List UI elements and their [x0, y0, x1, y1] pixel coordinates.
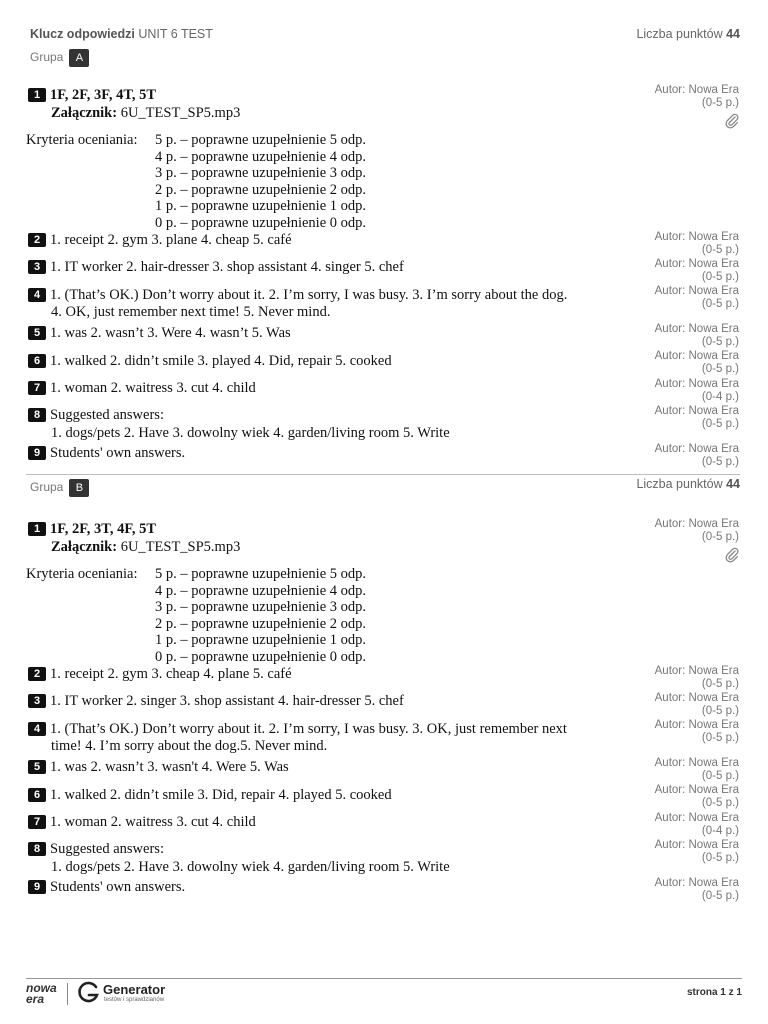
- group-b-badge: B: [69, 479, 89, 497]
- author-a3: Autor: Nowa Era (0-5 p.): [654, 258, 739, 283]
- author-a9: Autor: Nowa Era (0-5 p.): [654, 443, 739, 468]
- task-b7: 7 1. woman 2. waitress 3. cut 4. child: [28, 814, 633, 831]
- attachment-file[interactable]: 6U_TEST_SP5.mp3: [120, 105, 241, 121]
- logo-separator: [67, 983, 68, 1005]
- task-b2: 2 1. receipt 2. gym 3. cheap 4. plane 5. café: [28, 666, 633, 683]
- paperclip-icon[interactable]: [655, 113, 739, 131]
- task-a1: 1 1F, 2F, 3F, 4T, 5T Załącznik: 6U_TEST_SP5.mp3: [28, 87, 633, 122]
- criteria-item: 5 p. – poprawne uzupełnienie 5 odp.: [155, 132, 367, 148]
- task-number: 1: [28, 88, 46, 102]
- paperclip-icon[interactable]: [655, 547, 739, 565]
- criteria-item: 3 p. – poprawne uzupełnienie 3 odp.: [155, 165, 367, 181]
- group-a-label: Grupa A: [30, 49, 89, 67]
- nowa-era-logo: nowa era: [26, 981, 57, 1006]
- author-b1: Autor: Nowa Era (0-5 p.): [655, 518, 739, 565]
- criteria-item: 5 p. – poprawne uzupełnienie 5 odp.: [155, 566, 367, 582]
- criteria-item: 2 p. – poprawne uzupełnienie 2 odp.: [155, 615, 367, 632]
- group-divider: [26, 474, 740, 475]
- criteria-item: 2 p. – poprawne uzupełnienie 2 odp.: [155, 181, 367, 198]
- doc-title: Klucz odpowiedzi UNIT 6 TEST: [30, 27, 213, 41]
- task-a4: 4 1. (That’s OK.) Don’t worry about it. 2. I’m sorry, I was busy. 3. I’m sorry about the dog. 4. OK, just remember next time! 5. Never mind.: [28, 287, 633, 321]
- author-b9: Autor: Nowa Era (0-5 p.): [654, 877, 739, 902]
- footer-divider: [26, 978, 742, 979]
- author-b8: Autor: Nowa Era (0-5 p.): [654, 839, 739, 864]
- task-a8: 8 Suggested answers: 1. dogs/pets 2. Have 3. dowolny wiek 4. garden/living room 5. Write: [28, 407, 633, 442]
- generator-logo-icon: [76, 981, 100, 1010]
- criteria-item: 0 p. – poprawne uzupełnienie 0 odp.: [155, 214, 367, 231]
- task-b3: 3 1. IT worker 2. singer 3. shop assistant 4. hair-dresser 5. chef: [28, 693, 633, 710]
- author-b6: Autor: Nowa Era (0-5 p.): [654, 784, 739, 809]
- author-a7: Autor: Nowa Era (0-4 p.): [654, 378, 739, 403]
- criteria-item: 1 p. – poprawne uzupełnienie 1 odp.: [155, 198, 367, 214]
- page-number: strona 1 z 1: [686, 987, 742, 998]
- criteria-item: 1 p. – poprawne uzupełnienie 1 odp.: [155, 632, 367, 648]
- group-b-points: Liczba punktów 44: [636, 477, 740, 491]
- author-b2: Autor: Nowa Era (0-5 p.): [654, 665, 739, 690]
- criteria-item: 4 p. – poprawne uzupełnienie 4 odp.: [155, 148, 367, 165]
- attachment-file[interactable]: 6U_TEST_SP5.mp3: [120, 539, 241, 555]
- criteria-item: 4 p. – poprawne uzupełnienie 4 odp.: [155, 582, 367, 599]
- author-a6: Autor: Nowa Era (0-5 p.): [654, 350, 739, 375]
- task-b5: 5 1. was 2. wasn’t 3. wasn't 4. Were 5. Was: [28, 759, 633, 776]
- total-points: Liczba punktów 44: [636, 27, 740, 41]
- task-a6: 6 1. walked 2. didn’t smile 3. played 4. Did, repair 5. cooked: [28, 353, 633, 370]
- generator-subtitle: testów i sprawdzianów: [104, 997, 165, 1003]
- document-header: [30, 27, 740, 41]
- group-b-label: Grupa B: [30, 479, 89, 497]
- task-a9: 9 Students' own answers.: [28, 445, 633, 462]
- author-a4: Autor: Nowa Era (0-5 p.): [654, 285, 739, 310]
- author-b3: Autor: Nowa Era (0-5 p.): [654, 692, 739, 717]
- criteria-item: 0 p. – poprawne uzupełnienie 0 odp.: [155, 648, 367, 665]
- group-a-badge: A: [69, 49, 89, 67]
- author-b4: Autor: Nowa Era (0-5 p.): [654, 719, 739, 744]
- task-b8: 8 Suggested answers: 1. dogs/pets 2. Have 3. dowolny wiek 4. garden/living room 5. Write: [28, 841, 633, 876]
- author-a1: Autor: Nowa Era (0-5 p.): [655, 84, 739, 131]
- task-a7: 7 1. woman 2. waitress 3. cut 4. child: [28, 380, 633, 397]
- task-b4: 4 1. (That’s OK.) Don’t worry about it. 2. I’m sorry, I was busy. 3. OK, just remember next time! 4. I’m sorry about the dog.5. Never mind.: [28, 721, 633, 755]
- task-a5: 5 1. was 2. wasn’t 3. Were 4. wasn’t 5. Was: [28, 325, 633, 342]
- task-a2: 2 1. receipt 2. gym 3. plane 4. cheap 5. café: [28, 232, 633, 249]
- task-a3: 3 1. IT worker 2. hair-dresser 3. shop assistant 4. singer 5. chef: [28, 259, 633, 276]
- author-a5: Autor: Nowa Era (0-5 p.): [654, 323, 739, 348]
- generator-title: Generator: [103, 982, 166, 997]
- criteria-item: 3 p. – poprawne uzupełnienie 3 odp.: [155, 599, 367, 615]
- author-b5: Autor: Nowa Era (0-5 p.): [654, 757, 739, 782]
- author-b7: Autor: Nowa Era (0-4 p.): [654, 812, 739, 837]
- task-b9: 9 Students' own answers.: [28, 879, 633, 896]
- task-b6: 6 1. walked 2. didn’t smile 3. Did, repair 4. played 5. cooked: [28, 787, 633, 804]
- task-b1: 1 1F, 2F, 3T, 4F, 5T Załącznik: 6U_TEST_SP5.mp3: [28, 521, 633, 556]
- author-a2: Autor: Nowa Era (0-5 p.): [654, 231, 739, 256]
- author-a8: Autor: Nowa Era (0-5 p.): [654, 405, 739, 430]
